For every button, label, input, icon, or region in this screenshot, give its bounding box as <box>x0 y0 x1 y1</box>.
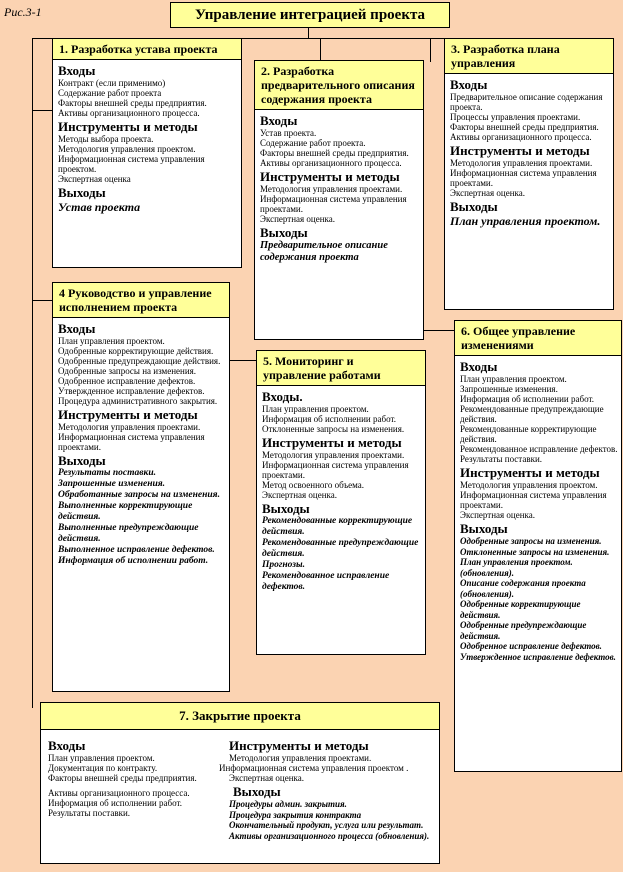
process-title: 5. Мониторинг и управление работами <box>257 351 425 386</box>
input-item: Результаты поставки. <box>460 454 543 464</box>
tool-item: Экспертная оценка <box>58 174 131 184</box>
connector-line <box>32 110 52 111</box>
connector-line <box>32 300 52 301</box>
input-item: Предварительное описание содержания проекта. <box>450 92 603 112</box>
outputs-heading: Выходы <box>460 521 508 536</box>
outputs-heading: Выходы <box>260 225 308 240</box>
input-item: Контракт (если применимо) <box>58 78 166 88</box>
input-item: Факторы внешней среды предприятия. <box>58 98 207 108</box>
input-item: Рекомендованное исправление дефектов. <box>460 444 618 454</box>
input-item: Устав проекта. <box>260 128 317 138</box>
inputs-heading: Входы <box>260 113 298 128</box>
input-item: Рекомендованные предупреждающие действия. <box>460 404 604 424</box>
input-item: Активы организационного процесса. <box>58 108 200 118</box>
input-item: Одобренное исправление дефектов. <box>58 376 196 386</box>
output-item: Рекомендованные предупреждающие действия. <box>262 538 419 559</box>
tool-item: Методология управления проектами. <box>450 158 593 168</box>
process-box-1 <box>52 38 242 268</box>
input-item: Содержание работ проекта <box>58 88 162 98</box>
input-item: Одобренные корректирующие действия. <box>58 346 214 356</box>
output-item: Рекомендованное исправление дефектов. <box>262 571 390 592</box>
output-item: Процедура закрытия контракта <box>229 809 362 820</box>
output-item: Выполненное исправление дефектов. <box>58 545 215 555</box>
input-item: Процедура административного закрытия. <box>58 396 218 406</box>
input-item: Информация об исполнении работ. <box>460 394 594 404</box>
output-item: Окончательный продукт, услуга или результат. Активы организационного процесса (обновления). <box>229 820 430 841</box>
output-item: Информация об исполнении работ. <box>58 556 209 566</box>
process-title: 1. Разработка устава проекта <box>53 39 241 60</box>
tools-heading: Инструменты и методы <box>229 738 369 753</box>
input-item: Результаты поставки. <box>48 808 131 818</box>
connector-line <box>424 330 454 331</box>
tool-item: Информационная система управления проектом. <box>58 154 205 174</box>
input-item: Отклоненные запросы на изменения. <box>262 424 405 434</box>
tool-item: Информационная система управления проектом . <box>219 763 409 773</box>
input-item: План управления проектом. <box>460 374 567 384</box>
output-item: Описание содержания проекта (обновления). <box>460 578 586 599</box>
inputs-heading: Входы <box>58 63 96 78</box>
output-item: Запрошенные изменения. <box>58 479 166 489</box>
input-item: Рекомендованные корректирующие действия. <box>460 424 597 444</box>
process-title: 7. Закрытие проекта <box>41 703 439 730</box>
outputs-heading: Выходы <box>58 185 106 200</box>
process-box-4 <box>52 282 230 692</box>
input-item: Одобренные предупреждающие действия. <box>58 356 221 366</box>
tools-heading: Инструменты и методы <box>450 143 590 158</box>
tool-item: Информационная система управления проектами. <box>450 168 597 188</box>
tool-item: Методология управления проектами. <box>58 422 201 432</box>
input-item: Активы организационного процесса. <box>450 132 592 142</box>
output-item: Выполненные корректирующие действия. <box>58 501 193 522</box>
input-item: Информация об исполнении работ. <box>262 414 396 424</box>
input-item: План управления проектом. <box>58 336 165 346</box>
input-item: Процессы управления проектами. <box>450 112 581 122</box>
output-item: Процедуры админ. закрытия. <box>229 799 347 809</box>
input-item: Информация об исполнении работ. <box>48 798 182 808</box>
output-item: Предварительное описание содержания проекта <box>260 240 388 263</box>
inputs-heading: Входы <box>48 738 86 753</box>
closing-inputs-column <box>48 737 228 818</box>
input-item: Содержание работ проекта. <box>260 138 366 148</box>
connector-line <box>230 360 256 361</box>
input-item: Активы организационного процесса. <box>48 788 190 798</box>
input-item: Одобренные запросы на изменения. <box>58 366 197 376</box>
tool-item: Информационная система управления проектами. <box>262 460 409 480</box>
connector-line <box>320 38 321 62</box>
tool-item: Методология управления проектами. <box>260 184 403 194</box>
outputs-heading: Выходы <box>450 199 498 214</box>
process-title: 2. Разработка предварительного описания содержания проекта <box>255 61 423 110</box>
input-item: Факторы внешней среды предприятия. <box>450 122 599 132</box>
output-item: Устав проекта <box>58 200 141 214</box>
closing-tools-column <box>219 737 437 841</box>
tools-heading: Инструменты и методы <box>460 465 600 480</box>
outputs-heading: Выходы <box>262 501 310 516</box>
process-box-3 <box>444 38 614 310</box>
connector-line <box>32 38 33 708</box>
tools-heading: Инструменты и методы <box>262 435 402 450</box>
tools-heading: Инструменты и методы <box>58 119 198 134</box>
tool-item: Методология управления проектом. <box>460 480 598 490</box>
tool-item: Информационная система управления проектами. <box>460 490 607 510</box>
output-item: Отклоненные запросы на изменения. <box>460 546 610 557</box>
output-item: Одобренные корректирующие действия. <box>460 599 581 620</box>
outputs-heading: Выходы <box>233 784 281 799</box>
tool-item: Экспертная оценка. <box>460 510 536 520</box>
output-item: Одобренное исправление дефектов. <box>460 641 602 651</box>
tool-item: Методология управления проектом. <box>58 144 196 154</box>
input-item: Активы организационного процесса. <box>260 158 402 168</box>
process-box-6 <box>454 320 622 772</box>
inputs-heading: Входы <box>58 321 96 336</box>
tool-item: Экспертная оценка. <box>260 214 336 224</box>
output-item: Рекомендованные корректирующие действия. <box>262 516 413 537</box>
process-box-7 <box>40 702 440 864</box>
tool-item: Информационная система управления проектами. <box>58 432 205 452</box>
tool-item: Методология управления проектами. <box>262 450 405 460</box>
input-item: Факторы внешней среды предприятия. <box>260 148 409 158</box>
tool-item: Экспертная оценка. <box>450 188 526 198</box>
output-item: Прогнозы. <box>262 560 305 570</box>
process-title: 6. Общее управление изменениями <box>455 321 621 356</box>
inputs-heading: Входы. <box>262 389 303 404</box>
tools-heading: Инструменты и методы <box>260 169 400 184</box>
process-title: 3. Разработка плана управления <box>445 39 613 74</box>
tool-item: Метод освоенного объема. <box>262 480 365 490</box>
output-item: Одобренные запросы на изменения. <box>460 536 602 546</box>
input-item: Утвержденное исправление дефектов. <box>58 386 205 396</box>
input-item: План управления проектом. <box>262 404 369 414</box>
tool-item: Методы выбора проекта. <box>58 134 154 144</box>
inputs-heading: Входы <box>460 359 498 374</box>
tool-item: Информационная система управления проектами. <box>260 194 407 214</box>
output-item: Одобренные предупреждающие действия. <box>460 620 587 641</box>
inputs-heading: Входы <box>450 77 488 92</box>
input-item: План управления проектом. <box>48 753 155 763</box>
input-item: Документация по контракту. <box>48 763 158 773</box>
process-box-5 <box>256 350 426 655</box>
input-item: Факторы внешней среды предприятия. <box>48 773 197 783</box>
output-item: Обработанные запросы на изменения. <box>58 490 220 500</box>
output-item: Результаты поставки. <box>58 468 156 478</box>
tool-item: Методология управления проектами. <box>229 753 372 763</box>
process-title: 4 Руководство и управление исполнением проекта <box>53 283 229 318</box>
output-item: Выполненные предупреждающие действия. <box>58 523 199 544</box>
connector-line <box>308 28 309 39</box>
output-item: План управления проектом. (обновления). <box>460 557 573 578</box>
tools-heading: Инструменты и методы <box>58 407 198 422</box>
tool-item: Экспертная оценка. <box>229 773 305 783</box>
diagram-title: Управление интеграцией проекта <box>170 2 450 28</box>
process-box-2 <box>254 60 424 340</box>
connector-line <box>430 38 431 62</box>
output-item: План управления проектом. <box>450 214 601 228</box>
tool-item: Экспертная оценка. <box>262 490 338 500</box>
output-item: Утвержденное исправление дефектов. <box>460 651 616 662</box>
input-item: Запрошенные изменения. <box>460 384 558 394</box>
figure-label: Рис.3-1 <box>4 5 42 19</box>
outputs-heading: Выходы <box>58 453 106 468</box>
